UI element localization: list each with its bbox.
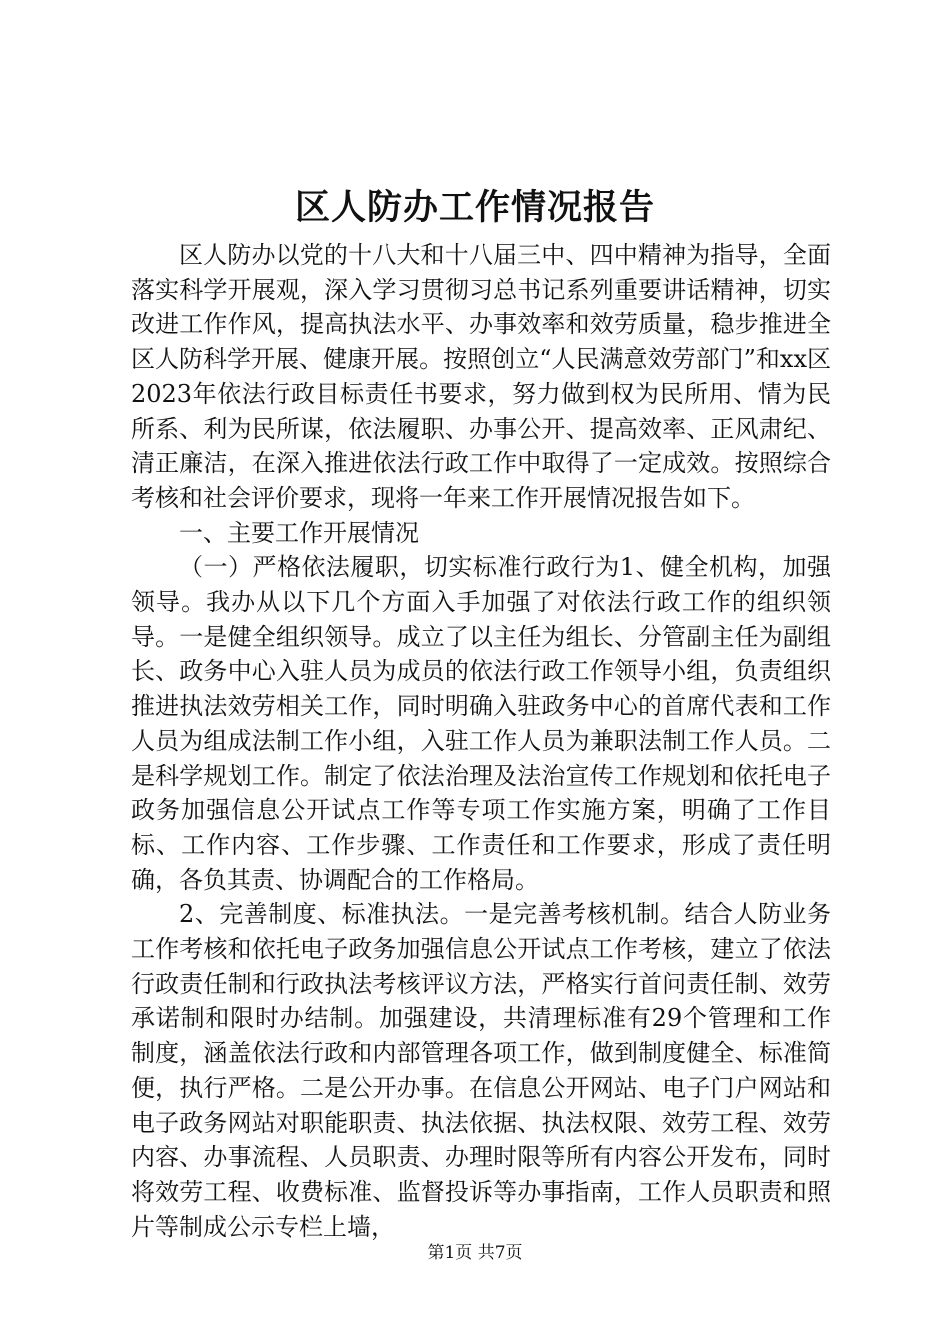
page-footer: 第1页 共7页	[427, 1243, 523, 1263]
section-heading: 一、主要工作开展情况	[179, 518, 419, 547]
paragraph-section-2: 2、完善制度、标准执法。一是完善考核机制。结合人防业务工作考核和依托电子政务加强信息公开试点工作考核，建立了依法行政责任制和行政执法考核评议方法，严格实行首问责任制、效劳承诺制和限时办结制。加强建设，共清理标准有29个管理和工作制度，涵盖依法行政和内部管理各项工作，做到制度健全、标准简便，执行严格。二是公开办事。在信息公开网站、电子门户网站和电子政务网站对职能职责、执法依据、执法权限、效劳工程、效劳内容、办事流程、人员职责、办理时限等所有内容公开发布，同时将效劳工程、收费标准、监督投诉等办事指南，工作人员职责和照片等制成公示专栏上墙，	[131, 900, 831, 1241]
document-title: 区人防办工作情况报告	[294, 187, 655, 228]
paragraph-section-1: （一）严格依法履职，切实标准行政行为1、健全机构，加强领导。我办从以下几个方面入手加强了对依法行政工作的组织领导。一是健全组织领导。成立了以主任为组长、分管副主任为副组长、政务中心入驻人员为成员的依法行政工作领导小组，负责组织推进执法效劳相关工作，同时明确入驻政务中心的首席代表和工作人员为组成法制工作小组，入驻工作人员为兼职法制工作人员。二是科学规划工作。制定了依法治理及法治宣传工作规划和依托电子政务加强信息公开试点工作等专项工作实施方案，明确了工作目标、工作内容、工作步骤、工作责任和工作要求，形成了责任明确，各负其责、协调配合的工作格局。	[131, 553, 831, 894]
document-body	[131, 238, 831, 1244]
paragraph-intro: 区人防办以党的十八大和十八届三中、四中精神为指导，全面落实科学开展观，深入学习贯彻习总书记系列重要讲话精神，切实改进工作作风，提高执法水平、办事效率和效劳质量，稳步推进全区人防科学开展、健康开展。按照创立“人民满意效劳部门”和xx区2023年依法行政目标责任书要求，努力做到权为民所用、情为民所系、利为民所谋，依法履职、办事公开、提高效率、正风肃纪、清正廉洁，在深入推进依法行政工作中取得了一定成效。按照综合考核和社会评价要求，现将一年来工作开展情况报告如下。	[131, 241, 831, 512]
